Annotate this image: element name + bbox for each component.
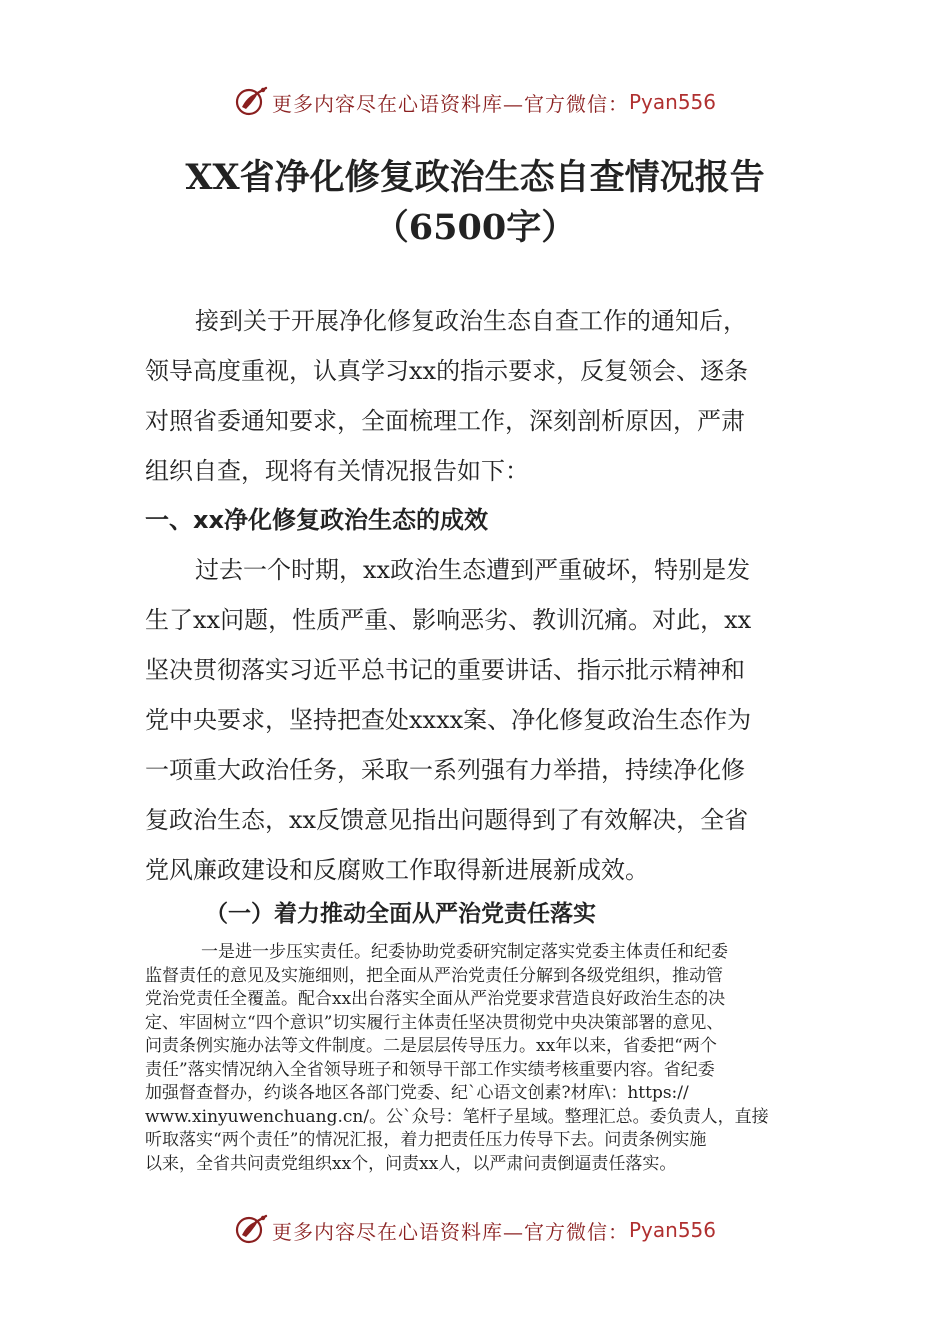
wechat-id: Pyan556 (628, 1218, 716, 1242)
paragraph-line: 领导高度重视，认真学习xx的指示要求，反复领会、逐条 (145, 357, 749, 385)
paragraph-line: 组织自查，现将有关情况报告如下： (145, 457, 529, 485)
paragraph-line: 接到关于开展净化修复政治生态自查工作的通知后， (195, 307, 747, 335)
paragraph-line: 监督责任的意见及实施细则，把全面从严治党责任分解到各级党组织，推动管 (145, 965, 723, 986)
paragraph-line: www.xinyuwenchuang.cn/。公`众号：笔杆子星域。整理汇总。委负责人，直接 (145, 1106, 769, 1127)
paragraph-line: 听取落实“两个责任”的情况汇报，着力把责任压力传导下去。问责条例实施 (145, 1130, 707, 1150)
paragraph-line: 党中央要求，坚持把查处xxxx案、净化修复政治生态作为 (145, 706, 752, 734)
paragraph-line: 复政治生态，xx反馈意见指出问题得到了有效解决，全省 (145, 806, 749, 834)
document-subtitle: （6500字） (373, 207, 577, 248)
subsection-paragraph (145, 941, 815, 1176)
paragraph-line: 以来，全省共问责党组织xx个，问责xx人，以严肃问责倒逼责任落实。 (145, 1153, 677, 1174)
pen-logo-icon (234, 1213, 268, 1247)
paragraph-line: 一项重大政治任务，采取一系列强有力举措，持续净化修 (145, 756, 745, 784)
paragraph-line: 责任”落实情况纳入全省领导班子和领导干部工作实绩考核重要内容。省纪委 (145, 1059, 715, 1080)
subsection-heading: （一）着力推动全面从严治党责任落实 (205, 901, 596, 927)
banner-text: 更多内容尽在心语资料库—官方微信： (271, 1219, 629, 1244)
paragraph-line: 对照省委通知要求，全面梳理工作，深刻剖析原因，严肃 (145, 407, 745, 435)
header-banner (0, 82, 950, 122)
paragraph-line: 加强督查督办，约谈各地区各部门党委、纪`心语文创素?材库\：https:// (145, 1083, 689, 1103)
paragraph-line: 一是进一步压实责任。纪委协助党委研究制定落实党委主体责任和纪委 (201, 942, 728, 962)
banner-text: 更多内容尽在心语资料库—官方微信： (271, 91, 629, 116)
paragraph-line: 坚决贯彻落实习近平总书记的重要讲话、指示批示精神和 (145, 656, 745, 684)
pen-logo-icon (234, 85, 268, 119)
paragraph-line: 定、牢固树立“四个意识”切实履行主体责任坚决贯彻党中央决策部署的意见、 (145, 1012, 724, 1033)
section-heading: 一、xx净化修复政治生态的成效 (145, 506, 488, 534)
wechat-id: Pyan556 (628, 90, 716, 114)
document-title: XX省净化修复政治生态自查情况报告 (185, 157, 765, 198)
intro-paragraph (145, 296, 805, 496)
paragraph-line: 过去一个时期，xx政治生态遭到严重破坏，特别是发 (195, 556, 751, 584)
paragraph-line: 问责条例实施办法等文件制度。二是层层传导压力。xx年以来，省委把“两个 (145, 1036, 717, 1056)
paragraph-line: 党治党责任全覆盖。配合xx出台落实全面从严治党要求营造良好政治生态的决 (145, 989, 726, 1009)
section-paragraph (145, 545, 805, 895)
footer-banner (0, 1210, 950, 1250)
paragraph-line: 党风廉政建设和反腐败工作取得新进展新成效。 (145, 856, 649, 884)
paragraph-line: 生了xx问题，性质严重、影响恶劣、教训沉痛。对此，xx (145, 606, 752, 634)
